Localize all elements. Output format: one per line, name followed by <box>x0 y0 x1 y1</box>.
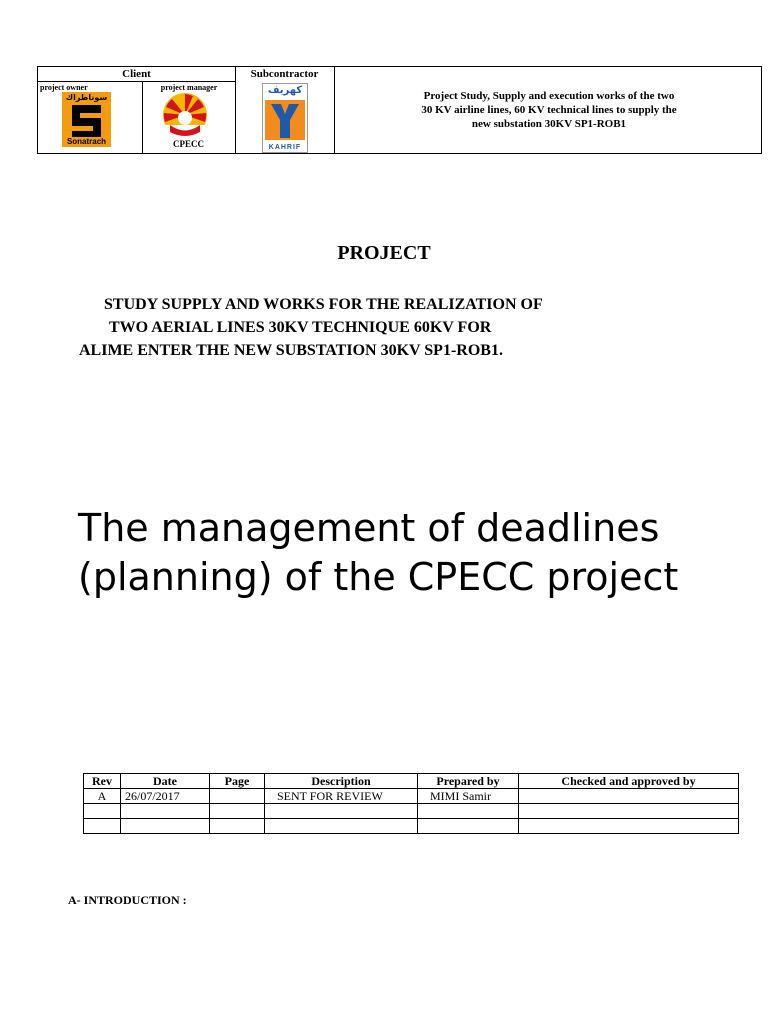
table-cell <box>121 804 210 819</box>
column-header: Page <box>210 774 265 789</box>
table-cell <box>265 819 418 834</box>
table-cell <box>84 804 121 819</box>
kahrif-mark-icon <box>263 98 307 142</box>
table-header-row <box>84 774 739 789</box>
introduction-heading: A- INTRODUCTION : <box>68 893 187 907</box>
document-title-line-1: The management of deadlines <box>78 506 660 550</box>
table-cell <box>519 804 739 819</box>
project-heading: PROJECT <box>337 242 431 264</box>
table-cell <box>121 819 210 834</box>
table-cell <box>519 789 739 804</box>
divider <box>38 81 235 82</box>
project-owner-label: project owner <box>40 83 88 92</box>
cpecc-name: CPECC <box>173 139 204 149</box>
project-description <box>335 89 763 131</box>
table-cell <box>418 804 519 819</box>
table-row <box>84 804 739 819</box>
cpecc-logo-icon <box>160 92 210 138</box>
table-cell <box>84 819 121 834</box>
document-title-line-2: (planning) of the CPECC project <box>78 555 679 599</box>
table-row <box>84 789 739 804</box>
column-header: Rev <box>84 774 121 789</box>
table-cell <box>210 819 265 834</box>
sonatrach-mark-icon <box>62 102 111 142</box>
kahrif-logo <box>262 83 308 153</box>
client-label: Client <box>122 68 151 80</box>
header-table <box>37 66 762 154</box>
sonatrach-name: Sonatrach <box>66 137 107 146</box>
project-desc-line: new substation 30KV SP1-ROB1 <box>471 118 627 130</box>
table-cell <box>418 819 519 834</box>
table-cell: 26/07/2017 <box>121 789 210 804</box>
project-desc-line: Project Study, Supply and execution works of the two <box>423 90 675 102</box>
table-row <box>84 819 739 834</box>
table-cell <box>210 789 265 804</box>
column-header: Date <box>121 774 210 789</box>
table-cell <box>265 804 418 819</box>
sonatrach-arabic: سوناطراك <box>65 93 108 102</box>
table-cell <box>519 819 739 834</box>
project-manager-label: project manager <box>160 83 218 92</box>
table-cell: SENT FOR REVIEW <box>265 789 418 804</box>
study-line-2: TWO AERIAL LINES 30KV TECHNIQUE 60KV FOR <box>109 319 492 336</box>
kahrif-arabic: كهريف <box>267 85 303 96</box>
study-line-3: ALIME ENTER THE NEW SUBSTATION 30KV SP1-ROB1. <box>79 342 503 359</box>
table-cell <box>210 804 265 819</box>
column-header: Description <box>265 774 418 789</box>
table-cell: MIMI Samir <box>418 789 519 804</box>
column-header: Checked and approved by <box>519 774 739 789</box>
subcontractor-label: Subcontractor <box>250 68 319 80</box>
sonatrach-logo <box>62 92 111 147</box>
project-desc-line: 30 KV airline lines, 60 KV technical lines to supply the <box>421 104 677 116</box>
revision-table <box>83 773 739 834</box>
table-cell: A <box>84 789 121 804</box>
study-line-1: STUDY SUPPLY AND WORKS FOR THE REALIZATION OF <box>104 296 543 313</box>
column-header: Prepared by <box>418 774 519 789</box>
kahrif-name: KAHRIF <box>268 144 302 151</box>
